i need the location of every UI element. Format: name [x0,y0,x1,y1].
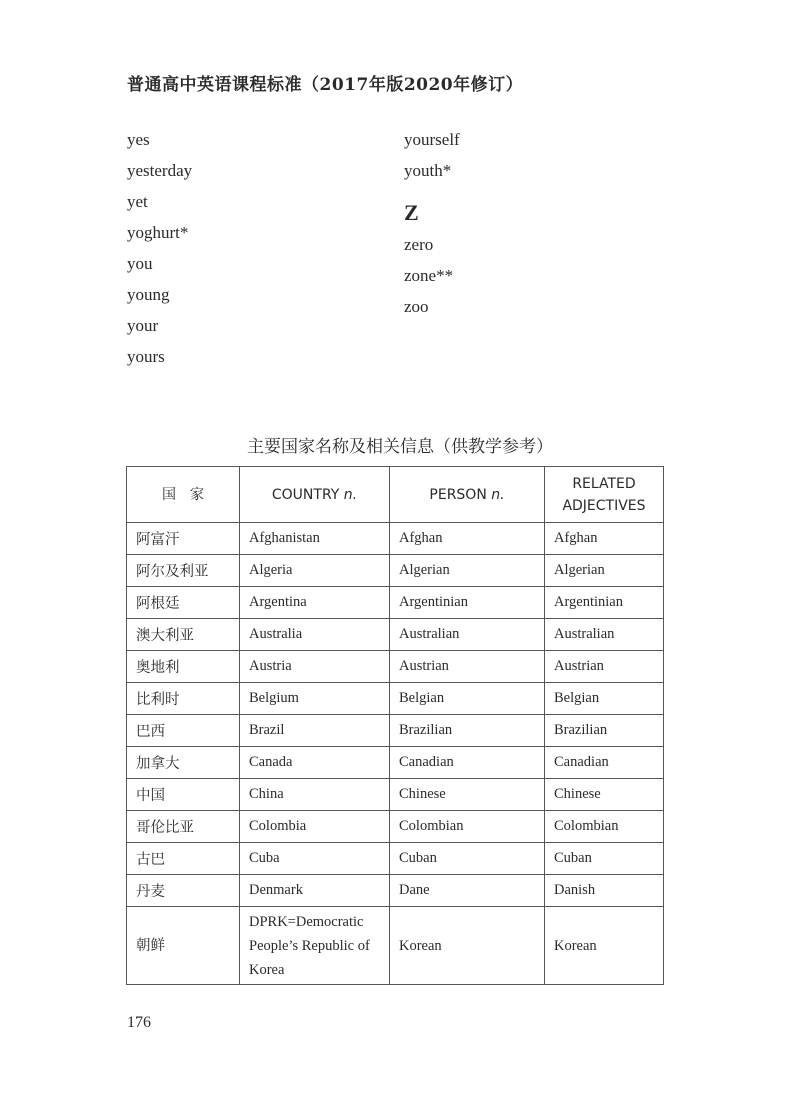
header-person: PERSON n. [390,467,545,523]
table-row: 巴西 Brazil Brazilian Brazilian [127,715,664,747]
table-row: 阿尔及利亚 Algeria Algerian Algerian [127,555,664,587]
header-adjectives: RELATED ADJECTIVES [545,467,664,523]
table-row: 澳大利亚 Australia Australian Australian [127,619,664,651]
table-title: 主要国家名称及相关信息（供教学参考） [247,437,553,457]
country-table [126,466,664,985]
table-row: 古巴 Cuba Cuban Cuban [127,843,664,875]
table-row: 丹麦 Denmark Dane Danish [127,875,664,907]
page-number: 176 [127,1014,151,1031]
table-row: 哥伦比亚 Colombia Colombian Colombian [127,811,664,843]
word-item: yoghurt* [127,223,189,242]
word-list-left [127,128,387,376]
word-item: zone** [404,266,454,285]
section-letter: Z [404,200,419,225]
word-list-right [404,128,664,326]
word-item: yours [127,347,165,366]
word-item: young [127,285,170,304]
word-item: yourself [404,130,460,149]
page-header: 普通高中英语课程标准（2017年版2020年修订） [127,75,524,95]
word-item: yet [127,192,148,211]
header-cn: 国 家 [127,467,240,523]
word-item: yes [127,130,150,149]
table-header-row [127,467,664,523]
table-row: 奥地利 Austria Austrian Austrian [127,651,664,683]
word-item: youth* [404,161,452,180]
table-row: 比利时 Belgium Belgian Belgian [127,683,664,715]
word-item: your [127,316,159,335]
table-row: 中国 China Chinese Chinese [127,779,664,811]
table-row: 阿富汗 Afghanistan Afghan Afghan [127,523,664,555]
table-row: 阿根廷 Argentina Argentinian Argentinian [127,587,664,619]
table-row: 加拿大 Canada Canadian Canadian [127,747,664,779]
header-country: COUNTRY n. [240,467,390,523]
word-item: yesterday [127,161,193,180]
table-row: 朝鲜 DPRK=Democratic People’s Republic of Korea Korean Korean [127,907,664,985]
dprk-country-cell: DPRK=Democratic People’s Republic of Korea [240,907,390,985]
word-item: zero [404,235,434,254]
word-item: you [127,254,153,273]
word-item: zoo [404,297,429,316]
